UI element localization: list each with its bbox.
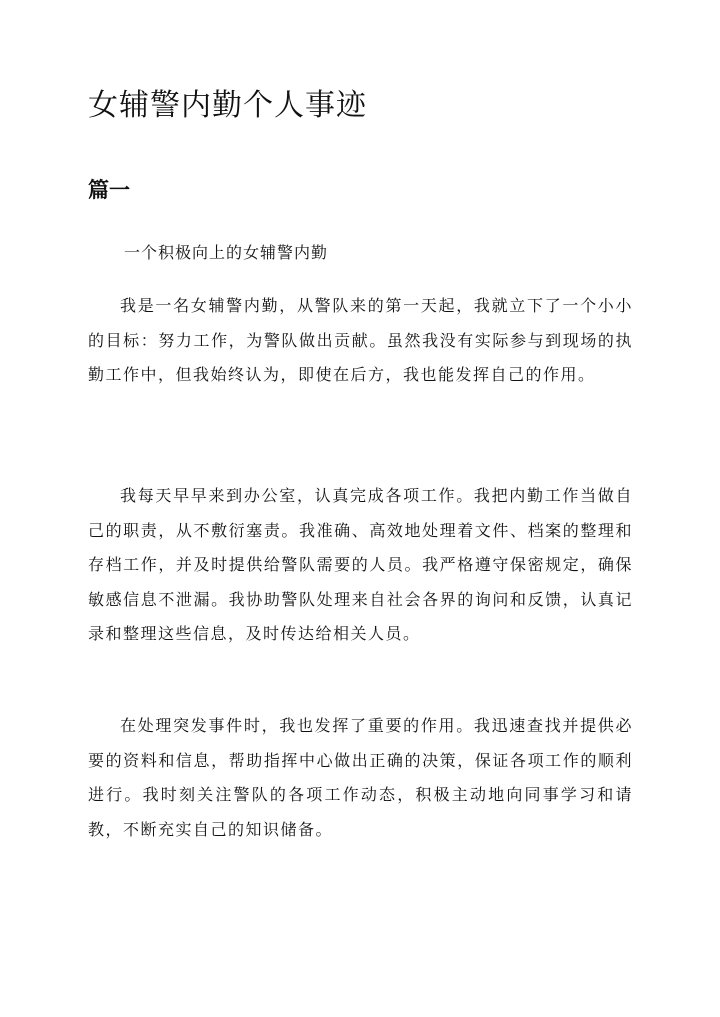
- paragraph-1: 我是一名女辅警内勤，从警队来的第一天起，我就立下了一个小小的目标：努力工作，为警队做出贡献。虽然我没有实际参与到现场的执勤工作中，但我始终认为，即使在后方，我也能发挥自己的作用。: [88, 296, 633, 384]
- section-heading: 篇一: [88, 177, 130, 202]
- paragraph-3: 在处理突发事件时，我也发挥了重要的作用。我迅速查找并提供必要的资料和信息，帮助指挥中心做出正确的决策，保证各项工作的顺利进行。我时刻关注警队的各项工作动态，积极主动地向同事学习和请教，不断充实自己的知识储备。: [88, 716, 633, 839]
- article-subtitle: 一个积极向上的女辅警内勤: [124, 243, 329, 262]
- paragraph-2: 我每天早早来到办公室，认真完成各项工作。我把内勤工作当做自己的职责，从不敷衍塞责。我准确、高效地处理着文件、档案的整理和存档工作，并及时提供给警队需要的人员。我严格遵守保密规定，确保敏感信息不泄漏。我协助警队处理来自社会各界的询问和反馈，认真记录和整理这些信息，及时传达给相关人员。: [88, 486, 633, 643]
- document-title: 女辅警内勤个人事迹: [88, 88, 367, 123]
